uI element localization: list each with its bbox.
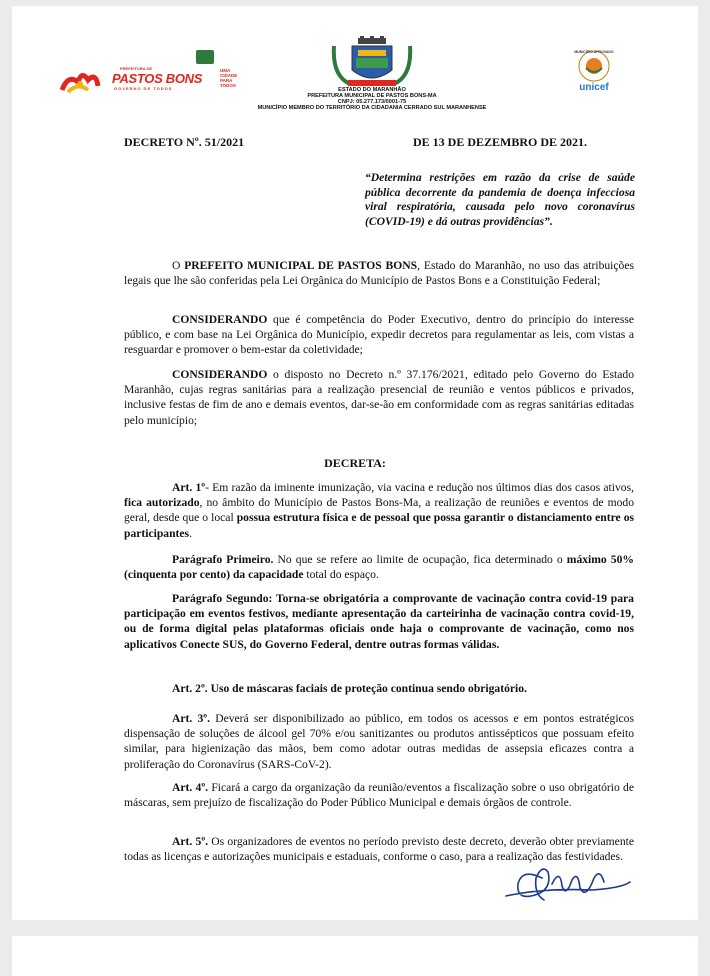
slogan-text: UMA CIDADE PARA TODOS: [220, 68, 238, 88]
considerando-1: CONSIDERANDO que é competência do Poder Executivo, dentro do princípio do interesse público, e com base na Lei Orgânica do Município, expedir decretos para regulamentar as leis, com vistas a resguardar e promover o bem-estar da coletividade;: [124, 313, 634, 357]
art-1: Art. 1º- Em razão da iminente imunização, via vacina e redução nos últimos dias dos casos ativos, fica autorizado, no âmbito do Município de Pastos Bons-Ma, a realização de reuniões e eventos de modo geral, desde que o local possua estrutura física e de pessoal que possa garantir o distanciamento entre os participantes.: [124, 481, 635, 540]
logo-main-text: PASTOS BONS: [112, 71, 203, 86]
ementa: “Determina restrições em razão da crise de saúde pública decorrente da pandemia de doença infecciosa viral respiratória, causada pelo novo coronavírus (COVID-19) e dá outras providências”.: [365, 171, 635, 228]
seal-label: MUNICÍPIO APROVADO: [574, 50, 614, 54]
considerando-2: CONSIDERANDO o disposto no Decreto n.º 37.176/2021, editado pelo Governo do Estado Maranhão, cujas regras sanitárias para a realização presencial de reunião e ventos públicos e privados, inclusive festas de fim de ano e demais eventos, dar-se-ão em conformidade com as regras sanitárias editadas pelo município;: [124, 368, 634, 427]
art-4: Art. 4º. Ficará a cargo da organização da reunião/eventos a fiscalização sobre o uso obrigatório de máscaras, sem prejuízo de fiscalização do Poder Público Municipal e demais órgãos de controle.: [124, 781, 634, 810]
header-territory: MUNICÍPIO MEMBRO DO TERRITÓRIO DA CIDADANIA CERRADO SUL MARANHENSE: [257, 105, 487, 111]
signature-icon: [482, 848, 632, 910]
decreta-heading: DECRETA:: [324, 456, 386, 470]
sun-logo-icon: [58, 68, 110, 94]
paragrafo-segundo: Parágrafo Segundo: Torna-se obrigatória a comprovante de vacinação contra covid-19 para participação em eventos festivos, mediante apresentação da carteirinha de vacinação contra covid-19, ou de forma digital pelas plataformas oficiais onde haja o comprovante de vacinação, como nos aplicativos Conecte SUS, do Governo Federal, dentre outras formas válidas.: [124, 592, 634, 651]
art-3: Art. 3º. Deverá ser disponibilizado ao público, em todos os acessos e em pontos estratégicos dispensação de soluções de álcool gel 70% e/ou sanitizantes ou produtos antissépticos que possuam efeito similar, para higienização das mãos, bem como adotar outras medidas de assepsia eficazes contra a proliferação do Coronavírus (SARS-CoV-2).: [124, 712, 634, 771]
paragrafo-primeiro: Parágrafo Primeiro. No que se refere ao limite de ocupação, fica determinado o máximo 50% (cinquenta por cento) da capacidade total do espaço.: [124, 553, 634, 582]
header-prefeitura: PREFEITURA MUNICIPAL DE PASTOS BONS-MA: [307, 93, 437, 99]
art-5: Art. 5º. Os organizadores de eventos no período previsto deste decreto, deverão obter previamente todas as licenças e autorizações municipais e estaduais, conforme o caso, para a realização das festividades.: [124, 835, 634, 864]
next-page-edge: [12, 936, 698, 976]
slogan-box: [196, 50, 214, 64]
preamble: O PREFEITO MUNICIPAL DE PASTOS BONS, Estado do Maranhão, no uso das atribuições legais que lhe são conferidas pela Lei Orgânica do Município de Pastos Bons e a Constituição Federal;: [124, 259, 634, 288]
document-page: [12, 6, 698, 920]
decree-date: DE 13 DE DEZEMBRO DE 2021.: [413, 135, 588, 149]
pastos-bons-logo: [58, 66, 218, 96]
header-cnpj: CNPJ: 05.277.173/0001-75: [337, 99, 407, 105]
coat-of-arms-icon: [330, 36, 414, 88]
logo-sub-text: GOVERNO DE TODOS: [114, 86, 173, 91]
decree-number: DECRETO Nº. 51/2021: [124, 135, 245, 149]
unicef-text: unicef: [579, 82, 609, 93]
art-2: Art. 2º. Uso de máscaras faciais de proteção continua sendo obrigatório.: [172, 682, 527, 695]
header-state: ESTADO DO MARANHÃO: [338, 87, 406, 93]
logo-top-text: PREFEITURA DE: [120, 66, 153, 71]
